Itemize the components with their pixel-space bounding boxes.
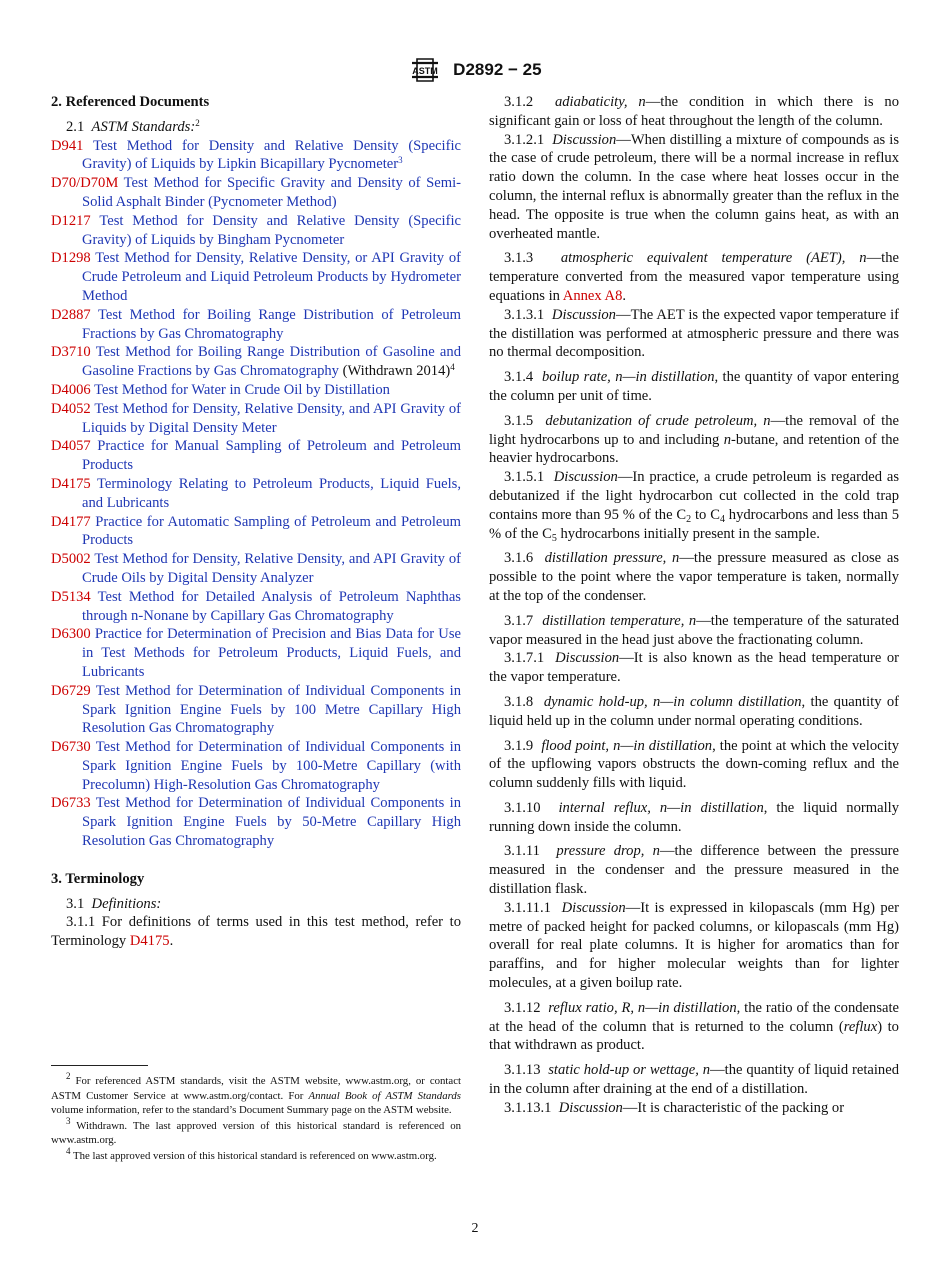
def-aet: 3.1.3 atmospheric equivalent temperature (AET), n—the temperature converted from the measured vapor temperature using equations in Annex A8. [489, 250, 899, 304]
reference-item[interactable]: D5134 Test Method for Detailed Analysis of Petroleum Naphthas through n-Nonane by Capillary Gas Chromatography [51, 588, 461, 624]
def-distillation-pressure: 3.1.6 distillation pressure, n—the pressure measured as close as possible to the point where the vapor temperature is taken, normally at the top of the condenser. [489, 550, 899, 604]
astm-standards-subheading: 2.1 ASTM Standards:$^2$ [66, 117, 200, 135]
reference-item[interactable]: D4177 Practice for Automatic Sampling of Petroleum and Petroleum Products [51, 513, 461, 549]
reference-item[interactable]: D4175 Terminology Relating to Petroleum Products, Liquid Fuels, and Lubricants [51, 475, 461, 511]
def-reflux-ratio: 3.1.12 reflux ratio, R, n—in distillation, the ratio of the condensate at the head of the column that is returned to the column (reflux) to that withdrawn as product. [489, 999, 900, 1054]
reference-item[interactable]: D6730 Test Method for Determination of Individual Components in Spark Ignition Engine Fuels by 100-Metre Capillary (with Precolumn) High-Resolution Gas Chromatography [51, 739, 461, 793]
annex-link[interactable]: Annex A8 [562, 287, 623, 304]
footnote-divider [51, 1065, 148, 1066]
astm-logo-icon [408, 55, 442, 85]
document-code: D2892 − 25 [453, 60, 542, 79]
def-debutanization: 3.1.5 debutanization of crude petroleum, n—the removal of the light hydrocarbons up to and including n-butane, and retention of the heavier hydrocarbons. [489, 412, 900, 467]
def-boilup-rate: 3.1.4 boilup rate, n—in distillation, the quantity of vapor entering the column per unit of time. [489, 369, 900, 404]
reference-item[interactable]: D941 Test Method for Density and Relative Density (Specific Gravity) of Liquids by Lipkin Bicapillary Pycnometer$^3$ [51, 137, 461, 173]
page-number: 2 [471, 1221, 479, 1236]
reference-item[interactable]: D6300 Practice for Determination of Precision and Bias Data for Use in Test Methods for Petroleum Products, Liquid Fuels, and Lubricants [51, 626, 461, 680]
reference-item[interactable]: D70/D70M Test Method for Specific Gravity and Density of Semi-Solid Asphalt Binder (Pycnometer Method) [51, 175, 461, 210]
discussion-paragraph: 3.1.7.1 Discussion—It is also known as the head temperature or the vapor temperature. [489, 650, 900, 686]
reference-item[interactable]: D2887 Test Method for Boiling Range Distribution of Petroleum Fractions by Gas Chromatography [51, 306, 461, 342]
def-internal-reflux: 3.1.10 internal reflux, n—in distillation, the liquid normally running down inside the column. [489, 799, 899, 835]
def-distillation-temperature: 3.1.7 distillation temperature, n—the temperature of the saturated vapor measured in the head just above the fractionating column. [489, 612, 899, 648]
page-header [0, 55, 950, 85]
def-flood-point: 3.1.9 flood point, n—in distillation, the point at which the velocity of the upflowing vapors obstructs the down-coming reflux and the column suddenly fills with liquid. [489, 737, 899, 792]
def-adiabaticity: 3.1.2 adiabaticity, n—the condition in which there is no significant gain or loss of heat throughout the length of the column. [489, 94, 900, 129]
svg-text:ASTM: ASTM [412, 66, 439, 76]
discussion-paragraph: 3.1.3.1 Discussion—The AET is the expected vapor temperature if the distillation was performed at atmospheric pressure and there was no thermal decomposition. [489, 306, 900, 361]
discussion-paragraph: 3.1.5.1 Discussion—In practice, a crude petroleum is regarded as debutanized if the light hydrocarbon cut collected in the cold trap contains more than 95 % of the $C_2$ to $C_4$ hydrocarbons and less than 5 % of the $C_5$ hydrocarbons initially present in the sample. [489, 469, 899, 544]
def-dynamic-hold-up: 3.1.8 dynamic hold-up, n—in column distillation, the quantity of liquid held up in the column under normal operating conditions. [489, 693, 899, 729]
reference-item[interactable]: D5002 Test Method for Density, Relative Density, and API Gravity of Crude Oils by Digital Density Analyzer [51, 551, 461, 586]
discussion-paragraph: 3.1.13.1 Discussion—It is characteristic of the packing or [504, 1099, 845, 1116]
def-static-hold-up: 3.1.13 static hold-up or wettage, n—the quantity of liquid retained in the column after draining at the end of a distillation. [489, 1062, 899, 1098]
def-pressure-drop: 3.1.11 pressure drop, n—the difference between the pressure measured in the condenser and the pressure measured in the distillation flask. [489, 843, 900, 898]
reference-item[interactable]: D4057 Practice for Manual Sampling of Petroleum and Petroleum Products [51, 438, 461, 474]
right-column [489, 93, 899, 1118]
footnote-4: $^4$ The last approved version of this historical standard is referenced on www.astm.org. [66, 1145, 437, 1162]
section-3-heading: 3. Terminology [51, 870, 145, 887]
reference-item[interactable]: D6733 Test Method for Determination of Individual Components in Spark Ignition Engine Fuels by 50-Metre Capillary High Resolution Gas Chromatography [51, 795, 461, 850]
reference-item[interactable]: D1217 Test Method for Density and Relative Density (Specific Gravity) of Liquids by Bingham Pycnometer [51, 212, 461, 248]
reference-item[interactable]: D1298 Test Method for Density, Relative Density, or API Gravity of Crude Petroleum and Liquid Petroleum Products by Hydrometer Method [51, 250, 461, 304]
footnote-3: $^3$ Withdrawn. The last approved version of this historical standard is referenced on www.astm.org. [51, 1115, 461, 1147]
reference-item[interactable]: D6729 Test Method for Determination of Individual Components in Spark Ignition Engine Fuels by 100 Metre Capillary High Resolution Gas Chromatography [51, 682, 461, 737]
paragraph-3-1-1: 3.1.1 For definitions of terms used in this test method, refer to Terminology D4175. [51, 914, 461, 950]
discussion-paragraph: 3.1.2.1 Discussion—When distilling a mixture of compounds as is the case of crude petroleum, there will be a normal increase in reflux ratio down the column. In the case where heat losses occur in the column, the internal reflux is abnormally greater than the reflux in the head. The opposite is true when the column gains heat, as with an overheated mantle. [489, 131, 899, 242]
discussion-paragraph: 3.1.11.1 Discussion—It is expressed in kilopascals (mm Hg) per metre of packed height for packed columns, or kilopascals (mm Hg) overall for real plate columns. It is higher for aromatics than for paraffins, and for higher molecular weights than for lighter molecules, at a given boilup rate. [489, 899, 899, 992]
left-column [51, 93, 461, 951]
reference-item[interactable]: D4052 Test Method for Density, Relative Density, and API Gravity of Liquids by Digital Density Meter [51, 400, 461, 436]
reference-list [51, 137, 461, 851]
reference-item[interactable]: D4006 Test Method for Water in Crude Oil by Distillation [51, 381, 390, 398]
definitions-subheading: 3.1 Definitions: [66, 895, 162, 912]
footnotes [51, 1071, 461, 1165]
reference-item[interactable]: D3710 Test Method for Boiling Range Distribution of Gasoline and Gasoline Fractions by Gas Chromatography (Withdrawn 2014)$^4$ [51, 344, 461, 380]
section-2-heading: 2. Referenced Documents [51, 94, 210, 110]
terminology-link[interactable]: D4175 [129, 933, 170, 950]
footnote-2: $^2$ For referenced ASTM standards, visit the ASTM website, www.astm.org, or contact ASTM Customer Service at www.astm.org/contact. For Annual Book of ASTM Standards volume information, refer to the standard’s Document Summary page on the ASTM website. [51, 1071, 461, 1117]
